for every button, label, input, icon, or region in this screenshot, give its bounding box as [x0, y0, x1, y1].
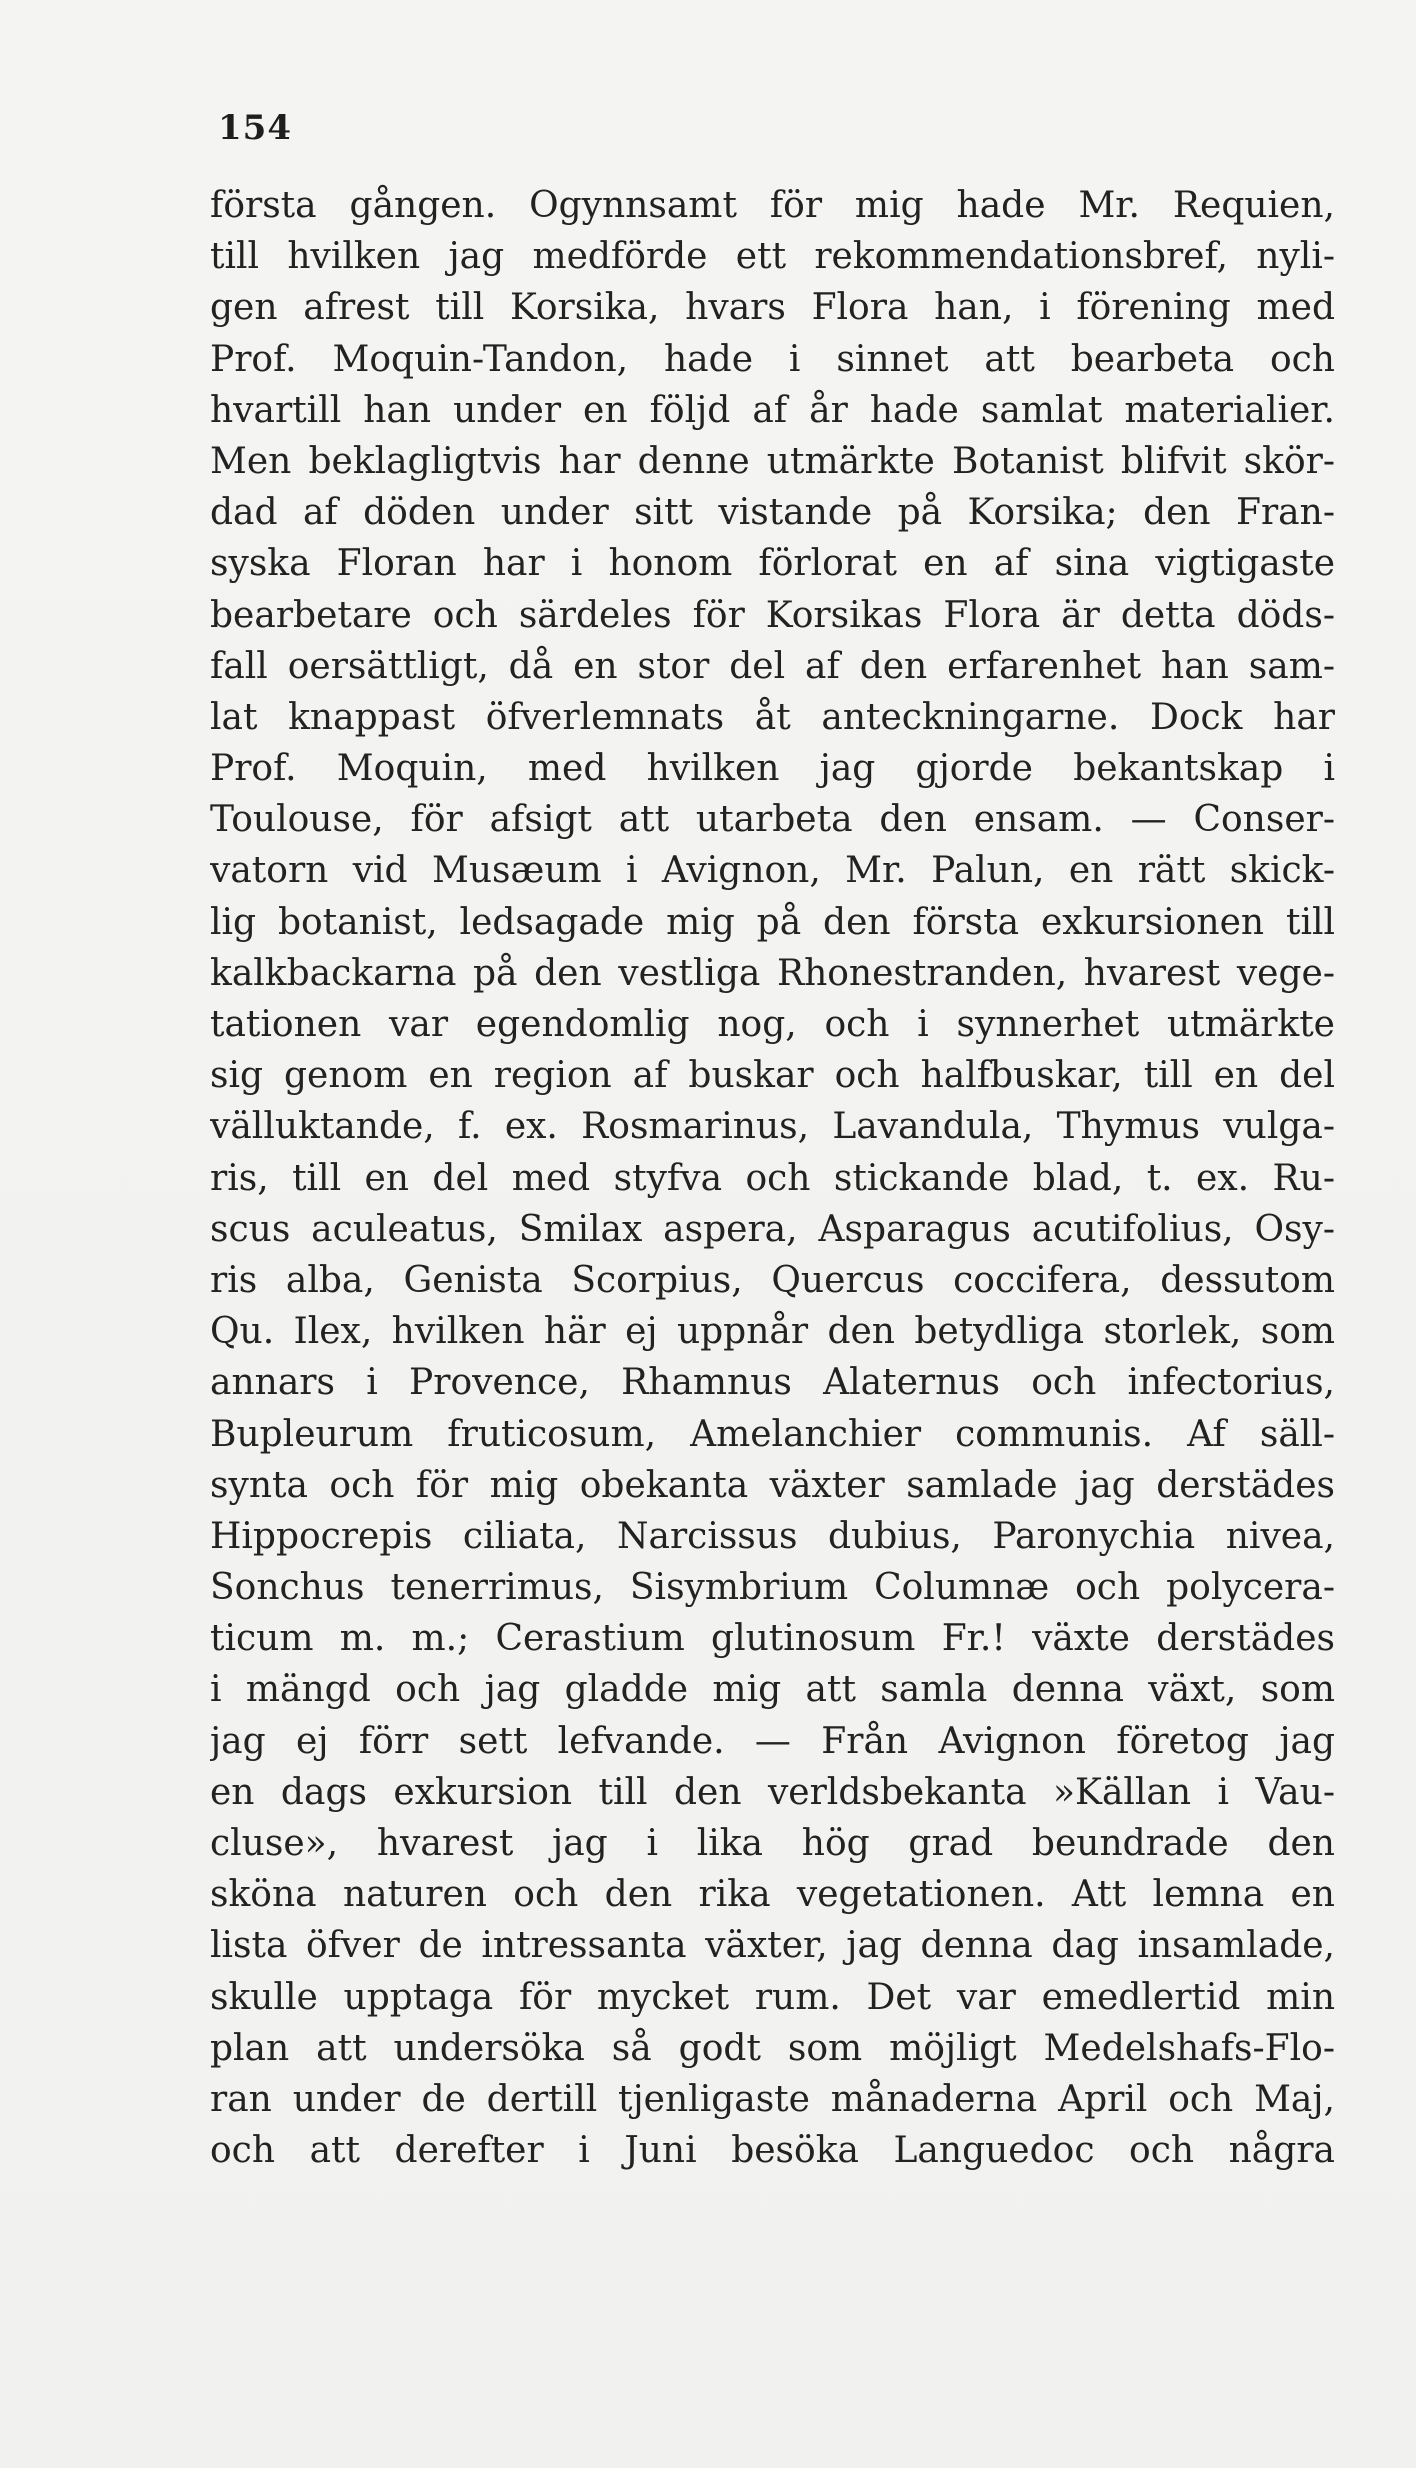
text-line: Prof. Moquin, med hvilken jag gjorde bekantskap i	[210, 748, 1335, 790]
body-text	[210, 180, 1335, 2176]
text-line: en dags exkursion till den verldsbekanta »Källan i Vau-	[210, 1771, 1335, 1813]
text-line: till hvilken jag medförde ett rekommendationsbref, nyli-	[210, 236, 1335, 278]
text-line: Hippocrepis ciliata, Narcissus dubius, Paronychia nivea,	[210, 1515, 1335, 1557]
text-line: annars i Provence, Rhamnus Alaternus och infectorius,	[210, 1362, 1335, 1404]
text-line: tationen var egendomlig nog, och i synnerhet utmärkte	[210, 1004, 1335, 1045]
text-line: dad af döden under sitt vistande på Korsika; den Fran-	[210, 492, 1335, 534]
text-line: lat knappast öfverlemnats åt anteckningarne. Dock har	[210, 696, 1335, 738]
text-line: plan att undersöka så godt som möjligt Medelshafs-Flo-	[210, 2027, 1335, 2069]
text-line: lista öfver de intressanta växter, jag denna dag insamlade,	[210, 1925, 1335, 1967]
text-line: ran under de dertill tjenligaste månaderna April och Maj,	[210, 2078, 1335, 2120]
text-line: bearbetare och särdeles för Korsikas Flora är detta döds-	[210, 594, 1335, 636]
text-line: Toulouse, för afsigt att utarbeta den ensam. — Conser-	[210, 799, 1335, 841]
text-line: syska Floran har i honom förlorat en af sina vigtigaste	[210, 543, 1335, 585]
text-line: synta och för mig obekanta växter samlade jag derstädes	[210, 1464, 1335, 1506]
text-line: cluse», hvarest jag i lika hög grad beundrade den	[210, 1823, 1335, 1864]
text-line: jag ej förr sett lefvande. — Från Avignon företog jag	[210, 1720, 1335, 1762]
text-line: kalkbackarna på den vestliga Rhonestranden, hvarest vege-	[210, 952, 1335, 994]
text-line: lig botanist, ledsagade mig på den första exkursionen till	[210, 901, 1335, 943]
page-number: 154	[218, 108, 292, 148]
text-line: Qu. Ilex, hvilken här ej uppnår den betydliga storlek, som	[210, 1311, 1335, 1353]
text-line: sig genom en region af buskar och halfbuskar, till en del	[210, 1055, 1335, 1097]
text-line: första gången. Ogynnsamt för mig hade Mr. Requien,	[210, 185, 1335, 226]
text-line: ris alba, Genista Scorpius, Quercus coccifera, dessutom	[210, 1259, 1335, 1301]
text-line: fall oersättligt, då en stor del af den erfarenhet han sam-	[210, 645, 1335, 687]
text-line: scus aculeatus, Smilax aspera, Asparagus acutifolius, Osy-	[210, 1208, 1335, 1250]
text-line: hvartill han under en följd af år hade samlat materialier.	[210, 389, 1335, 431]
text-line: Sonchus tenerrimus, Sisymbrium Columnæ och polycera-	[210, 1567, 1335, 1609]
text-line: gen afrest till Korsika, hvars Flora han, i förening med	[210, 287, 1335, 329]
text-line: skulle upptaga för mycket rum. Det var emedlertid min	[210, 1976, 1335, 2018]
text-line: ris, till en del med styfva och stickande blad, t. ex. Ru-	[210, 1157, 1335, 1199]
text-line: vatorn vid Musæum i Avignon, Mr. Palun, en rätt skick-	[210, 850, 1335, 892]
text-line: sköna naturen och den rika vegetationen. Att lemna en	[210, 1874, 1335, 1916]
text-line: Bupleurum fruticosum, Amelanchier communis. Af säll-	[210, 1413, 1335, 1455]
text-line: Prof. Moquin-Tandon, hade i sinnet att bearbeta och	[210, 338, 1335, 380]
text-line: välluktande, f. ex. Rosmarinus, Lavandula, Thymus vulga-	[210, 1106, 1335, 1148]
text-line: ticum m. m.; Cerastium glutinosum Fr.! växte derstädes	[210, 1618, 1335, 1660]
text-line: i mängd och jag gladde mig att samla denna växt, som	[210, 1669, 1335, 1711]
text-line: och att derefter i Juni besöka Languedoc och några	[210, 2130, 1335, 2172]
text-line: Men beklagligtvis har denne utmärkte Botanist blifvit skör-	[210, 440, 1335, 482]
